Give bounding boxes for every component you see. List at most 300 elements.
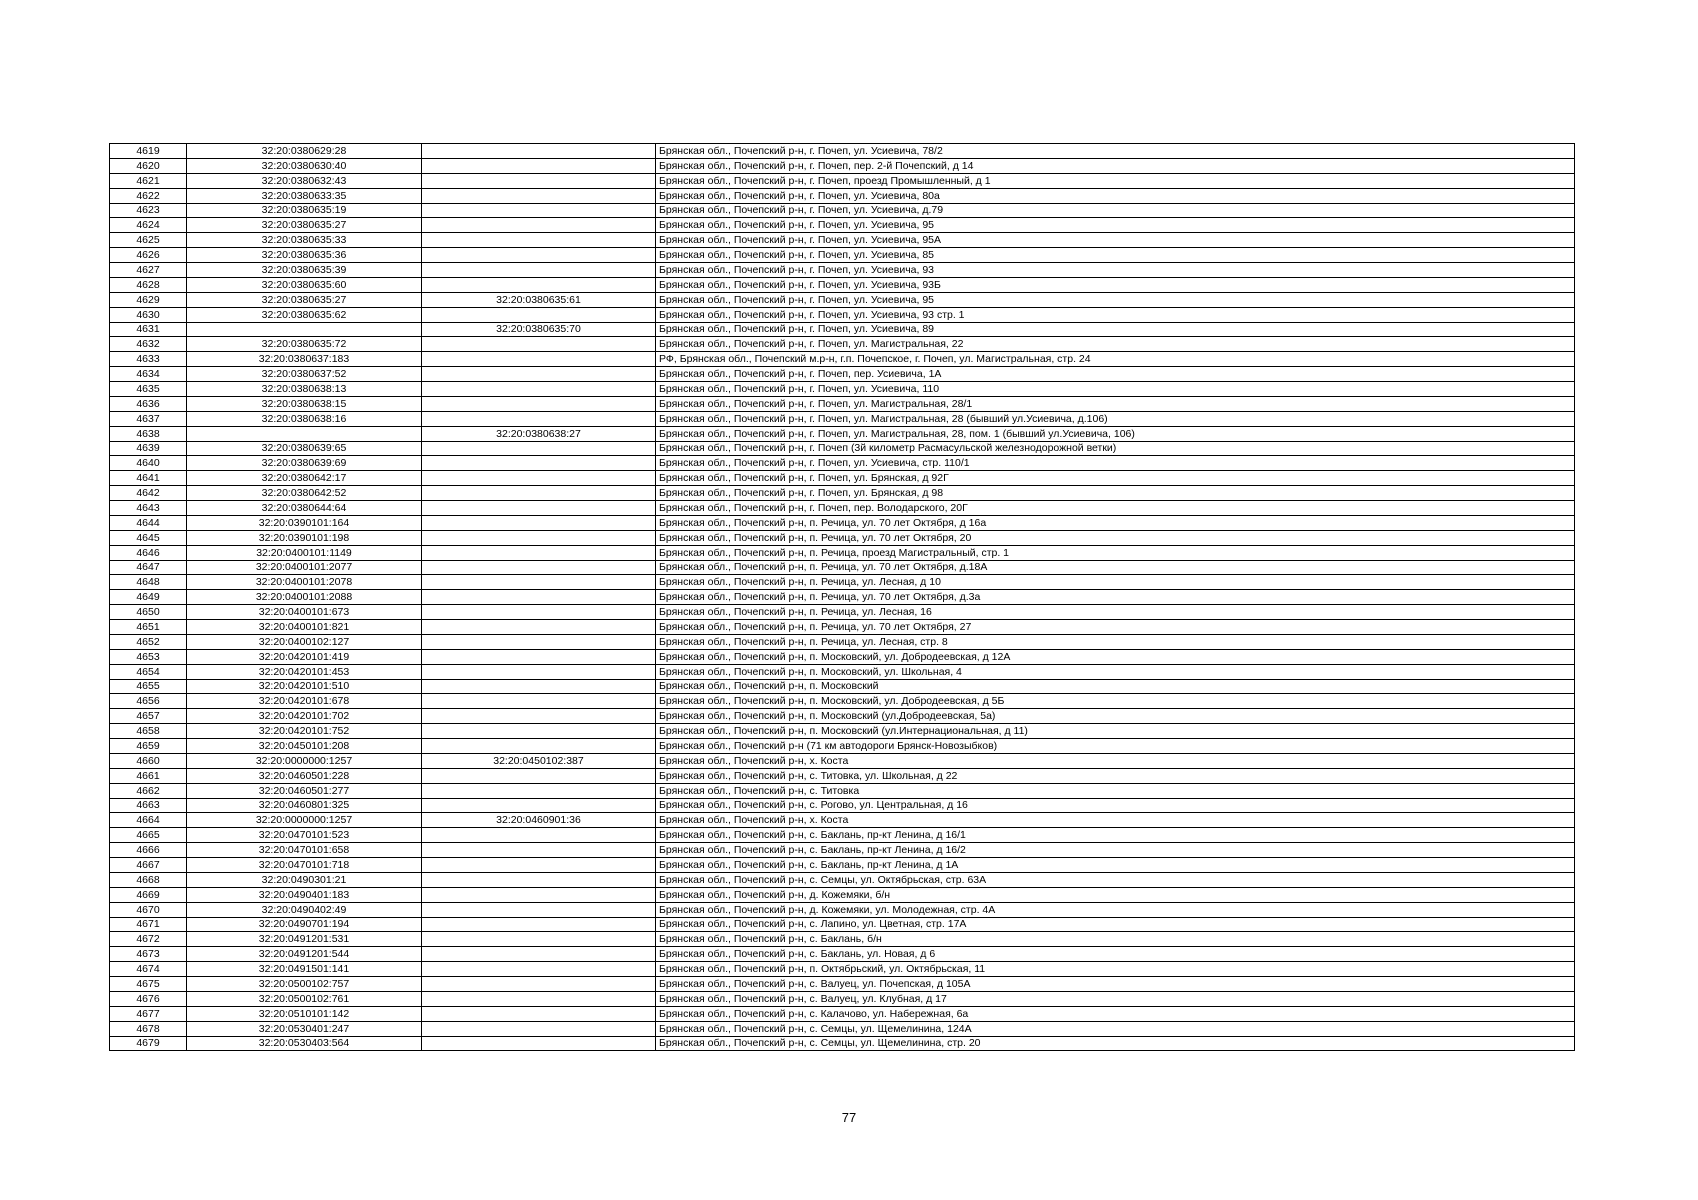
- table-row: [110, 768, 1575, 783]
- related-cadastral-number-cell: [422, 768, 656, 783]
- related-cadastral-number-cell: [422, 277, 656, 292]
- address-cell: Брянская обл., Почепский р-н, с. Баклань, б/н: [656, 932, 1575, 947]
- cadastral-number-cell: 32:20:0380635:62: [187, 307, 422, 322]
- related-cadastral-number-cell: [422, 501, 656, 516]
- row-number-cell: 4640: [110, 456, 187, 471]
- cadastral-number-cell: 32:20:0490401:183: [187, 887, 422, 902]
- table-row: [110, 991, 1575, 1006]
- related-cadastral-number-cell: 32:20:0460901:36: [422, 813, 656, 828]
- table-row: [110, 902, 1575, 917]
- row-number-cell: 4628: [110, 277, 187, 292]
- page-number: 77: [841, 1110, 857, 1125]
- address-cell: Брянская обл., Почепский р-н, с. Семцы, ул. Щемелинина, 124А: [656, 1021, 1575, 1036]
- row-number-cell: 4634: [110, 367, 187, 382]
- row-number-cell: 4665: [110, 828, 187, 843]
- cadastral-number-cell: [187, 322, 422, 337]
- cadastral-number-cell: 32:20:0380639:65: [187, 441, 422, 456]
- row-number-cell: 4668: [110, 872, 187, 887]
- related-cadastral-number-cell: [422, 158, 656, 173]
- row-number-cell: 4626: [110, 248, 187, 263]
- address-cell: Брянская обл., Почепский р-н, г. Почеп, ул. Усиевича, 78/2: [656, 144, 1575, 159]
- address-cell: Брянская обл., Почепский р-н, п. Московский: [656, 679, 1575, 694]
- related-cadastral-number-cell: [422, 411, 656, 426]
- row-number-cell: 4651: [110, 620, 187, 635]
- table-row: [110, 322, 1575, 337]
- related-cadastral-number-cell: [422, 605, 656, 620]
- cadastral-number-cell: 32:20:0380637:183: [187, 352, 422, 367]
- address-cell: Брянская обл., Почепский р-н, п. Речица, ул. 70 лет Октября, д.18А: [656, 560, 1575, 575]
- cadastral-number-cell: 32:20:0420101:510: [187, 679, 422, 694]
- address-cell: Брянская обл., Почепский р-н, г. Почеп, ул. Магистральная, 28, пом. 1 (бывший ул.Усиевича, 106): [656, 426, 1575, 441]
- table-row: [110, 426, 1575, 441]
- table-row: [110, 352, 1575, 367]
- cadastral-number-cell: 32:20:0400101:821: [187, 620, 422, 635]
- cadastral-number-cell: 32:20:0420101:678: [187, 694, 422, 709]
- cadastral-number-cell: 32:20:0490701:194: [187, 917, 422, 932]
- cadastral-number-cell: 32:20:0000000:1257: [187, 813, 422, 828]
- address-cell: Брянская обл., Почепский р-н, г. Почеп, ул. Усиевича, 93Б: [656, 277, 1575, 292]
- address-cell: Брянская обл., Почепский р-н, п. Речица, проезд Магистральный, стр. 1: [656, 545, 1575, 560]
- address-cell: Брянская обл., Почепский р-н, г. Почеп, ул. Брянская, д 98: [656, 486, 1575, 501]
- address-cell: Брянская обл., Почепский р-н, с. Калачово, ул. Набережная, 6а: [656, 1006, 1575, 1021]
- row-number-cell: 4635: [110, 382, 187, 397]
- table-row: [110, 962, 1575, 977]
- table-row: [110, 173, 1575, 188]
- address-cell: Брянская обл., Почепский р-н, г. Почеп, ул. Усиевича, 95: [656, 218, 1575, 233]
- table-row: [110, 471, 1575, 486]
- related-cadastral-number-cell: [422, 530, 656, 545]
- address-cell: Брянская обл., Почепский р-н, г. Почеп, ул. Магистральная, 22: [656, 337, 1575, 352]
- address-cell: РФ, Брянская обл., Почепский м.р-н, г.п. Почепское, г. Почеп, ул. Магистральная, стр. 24: [656, 352, 1575, 367]
- cadastral-number-cell: 32:20:0400101:2077: [187, 560, 422, 575]
- row-number-cell: 4677: [110, 1006, 187, 1021]
- related-cadastral-number-cell: [422, 144, 656, 159]
- table-row: [110, 292, 1575, 307]
- related-cadastral-number-cell: [422, 203, 656, 218]
- related-cadastral-number-cell: [422, 679, 656, 694]
- row-number-cell: 4649: [110, 590, 187, 605]
- address-cell: Брянская обл., Почепский р-н, п. Московский, ул. Школьная, 4: [656, 664, 1575, 679]
- table-row: [110, 917, 1575, 932]
- cadastral-number-cell: 32:20:0380635:39: [187, 263, 422, 278]
- address-cell: Брянская обл., Почепский р-н, х. Коста: [656, 753, 1575, 768]
- cadastral-number-cell: 32:20:0460801:325: [187, 798, 422, 813]
- table-row: [110, 560, 1575, 575]
- cadastral-table: [109, 143, 1575, 1051]
- cadastral-number-cell: 32:20:0420101:752: [187, 724, 422, 739]
- related-cadastral-number-cell: [422, 188, 656, 203]
- row-number-cell: 4632: [110, 337, 187, 352]
- related-cadastral-number-cell: [422, 486, 656, 501]
- row-number-cell: 4659: [110, 739, 187, 754]
- cadastral-number-cell: 32:20:0490301:21: [187, 872, 422, 887]
- table-row: [110, 634, 1575, 649]
- table-row: [110, 411, 1575, 426]
- related-cadastral-number-cell: [422, 263, 656, 278]
- table-body: [110, 144, 1575, 1051]
- row-number-cell: 4621: [110, 173, 187, 188]
- row-number-cell: 4671: [110, 917, 187, 932]
- related-cadastral-number-cell: [422, 173, 656, 188]
- table-row: [110, 887, 1575, 902]
- table-row: [110, 203, 1575, 218]
- address-cell: Брянская обл., Почепский р-н, п. Московский (ул.Добродеевская, 5а): [656, 709, 1575, 724]
- cadastral-number-cell: 32:20:0420101:419: [187, 649, 422, 664]
- row-number-cell: 4638: [110, 426, 187, 441]
- cadastral-number-cell: 32:20:0380642:52: [187, 486, 422, 501]
- cadastral-number-cell: 32:20:0491501:141: [187, 962, 422, 977]
- table-row: [110, 605, 1575, 620]
- address-cell: Брянская обл., Почепский р-н, п. Московский, ул. Добродеевская, д 5Б: [656, 694, 1575, 709]
- cadastral-number-cell: 32:20:0380644:64: [187, 501, 422, 516]
- related-cadastral-number-cell: [422, 1006, 656, 1021]
- table-row: [110, 501, 1575, 516]
- address-cell: Брянская обл., Почепский р-н, с. Валуец, ул. Клубная, д 17: [656, 991, 1575, 1006]
- table-row: [110, 977, 1575, 992]
- table-row: [110, 813, 1575, 828]
- address-cell: Брянская обл., Почепский р-н, п. Московский (ул.Интернациональная, д 11): [656, 724, 1575, 739]
- address-cell: Брянская обл., Почепский р-н, с. Лапино, ул. Цветная, стр. 17А: [656, 917, 1575, 932]
- related-cadastral-number-cell: [422, 917, 656, 932]
- related-cadastral-number-cell: [422, 1036, 656, 1051]
- cadastral-number-cell: 32:20:0380630:40: [187, 158, 422, 173]
- cadastral-number-cell: 32:20:0420101:453: [187, 664, 422, 679]
- cadastral-number-cell: 32:20:0380638:13: [187, 382, 422, 397]
- cadastral-number-cell: 32:20:0400101:2088: [187, 590, 422, 605]
- related-cadastral-number-cell: [422, 307, 656, 322]
- cadastral-number-cell: [187, 426, 422, 441]
- related-cadastral-number-cell: [422, 724, 656, 739]
- cadastral-number-cell: 32:20:0380637:52: [187, 367, 422, 382]
- row-number-cell: 4666: [110, 843, 187, 858]
- address-cell: Брянская обл., Почепский р-н, г. Почеп, ул. Усиевича, 80а: [656, 188, 1575, 203]
- table-row: [110, 679, 1575, 694]
- table-row: [110, 649, 1575, 664]
- table-row: [110, 872, 1575, 887]
- row-number-cell: 4675: [110, 977, 187, 992]
- cadastral-number-cell: 32:20:0400101:2078: [187, 575, 422, 590]
- row-number-cell: 4620: [110, 158, 187, 173]
- cadastral-number-cell: 32:20:0491201:544: [187, 947, 422, 962]
- related-cadastral-number-cell: [422, 560, 656, 575]
- related-cadastral-number-cell: [422, 843, 656, 858]
- related-cadastral-number-cell: [422, 590, 656, 605]
- cadastral-number-cell: 32:20:0460501:228: [187, 768, 422, 783]
- row-number-cell: 4660: [110, 753, 187, 768]
- table-row: [110, 441, 1575, 456]
- table-row: [110, 932, 1575, 947]
- related-cadastral-number-cell: 32:20:0450102:387: [422, 753, 656, 768]
- row-number-cell: 4646: [110, 545, 187, 560]
- table-row: [110, 263, 1575, 278]
- related-cadastral-number-cell: [422, 962, 656, 977]
- cadastral-number-cell: 32:20:0380635:72: [187, 337, 422, 352]
- row-number-cell: 4663: [110, 798, 187, 813]
- address-cell: Брянская обл., Почепский р-н, с. Рогово, ул. Центральная, д 16: [656, 798, 1575, 813]
- related-cadastral-number-cell: [422, 872, 656, 887]
- row-number-cell: 4629: [110, 292, 187, 307]
- table-row: [110, 248, 1575, 263]
- related-cadastral-number-cell: [422, 828, 656, 843]
- related-cadastral-number-cell: [422, 441, 656, 456]
- related-cadastral-number-cell: [422, 396, 656, 411]
- row-number-cell: 4631: [110, 322, 187, 337]
- cadastral-number-cell: 32:20:0380629:28: [187, 144, 422, 159]
- table-row: [110, 382, 1575, 397]
- address-cell: Брянская обл., Почепский р-н, п. Речица, ул. 70 лет Октября, д.3а: [656, 590, 1575, 605]
- row-number-cell: 4674: [110, 962, 187, 977]
- related-cadastral-number-cell: [422, 456, 656, 471]
- row-number-cell: 4656: [110, 694, 187, 709]
- related-cadastral-number-cell: [422, 352, 656, 367]
- row-number-cell: 4633: [110, 352, 187, 367]
- row-number-cell: 4623: [110, 203, 187, 218]
- address-cell: Брянская обл., Почепский р-н, с. Семцы, ул. Щемелинина, стр. 20: [656, 1036, 1575, 1051]
- cadastral-number-cell: 32:20:0491201:531: [187, 932, 422, 947]
- row-number-cell: 4624: [110, 218, 187, 233]
- row-number-cell: 4636: [110, 396, 187, 411]
- related-cadastral-number-cell: [422, 337, 656, 352]
- address-cell: Брянская обл., Почепский р-н, г. Почеп, ул. Усиевича, 85: [656, 248, 1575, 263]
- related-cadastral-number-cell: [422, 902, 656, 917]
- table-row: [110, 1036, 1575, 1051]
- row-number-cell: 4672: [110, 932, 187, 947]
- address-cell: Брянская обл., Почепский р-н, х. Коста: [656, 813, 1575, 828]
- related-cadastral-number-cell: [422, 367, 656, 382]
- table-row: [110, 739, 1575, 754]
- address-cell: Брянская обл., Почепский р-н, с. Валуец, ул. Почепская, д 105А: [656, 977, 1575, 992]
- table-row: [110, 575, 1575, 590]
- row-number-cell: 4652: [110, 634, 187, 649]
- address-cell: Брянская обл., Почепский р-н, г. Почеп, ул. Усиевича, 89: [656, 322, 1575, 337]
- table-row: [110, 307, 1575, 322]
- address-cell: Брянская обл., Почепский р-н, п. Речица, ул. Лесная, стр. 8: [656, 634, 1575, 649]
- address-cell: Брянская обл., Почепский р-н, д. Кожемяки, б/н: [656, 887, 1575, 902]
- row-number-cell: 4673: [110, 947, 187, 962]
- address-cell: Брянская обл., Почепский р-н, с. Титовка, ул. Школьная, д 22: [656, 768, 1575, 783]
- cadastral-number-cell: 32:20:0380635:27: [187, 218, 422, 233]
- related-cadastral-number-cell: [422, 218, 656, 233]
- address-cell: Брянская обл., Почепский р-н, п. Речица, ул. 70 лет Октября, 27: [656, 620, 1575, 635]
- table-row: [110, 1006, 1575, 1021]
- table-row: [110, 188, 1575, 203]
- cadastral-number-cell: 32:20:0470101:523: [187, 828, 422, 843]
- related-cadastral-number-cell: [422, 649, 656, 664]
- related-cadastral-number-cell: [422, 977, 656, 992]
- related-cadastral-number-cell: [422, 783, 656, 798]
- table-row: [110, 515, 1575, 530]
- row-number-cell: 4664: [110, 813, 187, 828]
- row-number-cell: 4625: [110, 233, 187, 248]
- table-row: [110, 724, 1575, 739]
- row-number-cell: 4679: [110, 1036, 187, 1051]
- row-number-cell: 4676: [110, 991, 187, 1006]
- related-cadastral-number-cell: [422, 620, 656, 635]
- row-number-cell: 4657: [110, 709, 187, 724]
- related-cadastral-number-cell: [422, 248, 656, 263]
- address-cell: Брянская обл., Почепский р-н, п. Речица, ул. Лесная, д 10: [656, 575, 1575, 590]
- address-cell: Брянская обл., Почепский р-н, с. Баклань, пр-кт Ленина, д 16/2: [656, 843, 1575, 858]
- row-number-cell: 4622: [110, 188, 187, 203]
- cadastral-number-cell: 32:20:0380633:35: [187, 188, 422, 203]
- address-cell: Брянская обл., Почепский р-н, г. Почеп (3й километр Расмасульской железнодорожной ветки): [656, 441, 1575, 456]
- cadastral-number-cell: 32:20:0470101:718: [187, 858, 422, 873]
- address-cell: Брянская обл., Почепский р-н, г. Почеп, ул. Усиевича, д.79: [656, 203, 1575, 218]
- cadastral-number-cell: 32:20:0380635:19: [187, 203, 422, 218]
- address-cell: Брянская обл., Почепский р-н, п. Речица, ул. Лесная, 16: [656, 605, 1575, 620]
- cadastral-number-cell: 32:20:0000000:1257: [187, 753, 422, 768]
- cadastral-number-cell: 32:20:0380638:15: [187, 396, 422, 411]
- row-number-cell: 4644: [110, 515, 187, 530]
- row-number-cell: 4643: [110, 501, 187, 516]
- cadastral-number-cell: 32:20:0450101:208: [187, 739, 422, 754]
- related-cadastral-number-cell: [422, 798, 656, 813]
- row-number-cell: 4678: [110, 1021, 187, 1036]
- address-cell: Брянская обл., Почепский р-н, г. Почеп, ул. Усиевича, стр. 110/1: [656, 456, 1575, 471]
- address-cell: Брянская обл., Почепский р-н (71 км автодороги Брянск-Новозыбков): [656, 739, 1575, 754]
- table-row: [110, 664, 1575, 679]
- row-number-cell: 4661: [110, 768, 187, 783]
- row-number-cell: 4670: [110, 902, 187, 917]
- address-cell: Брянская обл., Почепский р-н, г. Почеп, проезд Промышленный, д 1: [656, 173, 1575, 188]
- table-row: [110, 843, 1575, 858]
- cadastral-number-cell: 32:20:0400102:127: [187, 634, 422, 649]
- related-cadastral-number-cell: [422, 382, 656, 397]
- address-cell: Брянская обл., Почепский р-н, с. Семцы, ул. Октябрьская, стр. 63А: [656, 872, 1575, 887]
- address-cell: Брянская обл., Почепский р-н, г. Почеп, ул. Усиевича, 110: [656, 382, 1575, 397]
- table-row: [110, 783, 1575, 798]
- table-row: [110, 144, 1575, 159]
- row-number-cell: 4637: [110, 411, 187, 426]
- table-row: [110, 486, 1575, 501]
- row-number-cell: 4627: [110, 263, 187, 278]
- cadastral-number-cell: 32:20:0530403:564: [187, 1036, 422, 1051]
- related-cadastral-number-cell: [422, 664, 656, 679]
- address-cell: Брянская обл., Почепский р-н, г. Почеп, пер. 2-й Почепский, д 14: [656, 158, 1575, 173]
- table-row: [110, 367, 1575, 382]
- row-number-cell: 4619: [110, 144, 187, 159]
- row-number-cell: 4662: [110, 783, 187, 798]
- cadastral-number-cell: 32:20:0380635:27: [187, 292, 422, 307]
- related-cadastral-number-cell: [422, 739, 656, 754]
- related-cadastral-number-cell: 32:20:0380638:27: [422, 426, 656, 441]
- address-cell: Брянская обл., Почепский р-н, г. Почеп, ул. Усиевича, 95: [656, 292, 1575, 307]
- cadastral-number-cell: 32:20:0470101:658: [187, 843, 422, 858]
- cadastral-number-cell: 32:20:0380638:16: [187, 411, 422, 426]
- related-cadastral-number-cell: [422, 694, 656, 709]
- cadastral-number-cell: 32:20:0420101:702: [187, 709, 422, 724]
- cadastral-number-cell: 32:20:0510101:142: [187, 1006, 422, 1021]
- address-cell: Брянская обл., Почепский р-н, с. Баклань, пр-кт Ленина, д 1А: [656, 858, 1575, 873]
- table-row: [110, 218, 1575, 233]
- address-cell: Брянская обл., Почепский р-н, г. Почеп, ул. Брянская, д 92Г: [656, 471, 1575, 486]
- cadastral-number-cell: 32:20:0390101:198: [187, 530, 422, 545]
- related-cadastral-number-cell: [422, 471, 656, 486]
- cadastral-number-cell: 32:20:0380635:33: [187, 233, 422, 248]
- related-cadastral-number-cell: [422, 947, 656, 962]
- related-cadastral-number-cell: [422, 233, 656, 248]
- cadastral-number-cell: 32:20:0380632:43: [187, 173, 422, 188]
- related-cadastral-number-cell: [422, 858, 656, 873]
- related-cadastral-number-cell: [422, 1021, 656, 1036]
- address-cell: Брянская обл., Почепский р-н, п. Речица, ул. 70 лет Октября, д 16а: [656, 515, 1575, 530]
- address-cell: Брянская обл., Почепский р-н, г. Почеп, ул. Усиевича, 95А: [656, 233, 1575, 248]
- address-cell: Брянская обл., Почепский р-н, г. Почеп, ул. Усиевича, 93: [656, 263, 1575, 278]
- address-cell: Брянская обл., Почепский р-н, г. Почеп, ул. Усиевича, 93 стр. 1: [656, 307, 1575, 322]
- cadastral-number-cell: 32:20:0380635:60: [187, 277, 422, 292]
- row-number-cell: 4658: [110, 724, 187, 739]
- cadastral-number-cell: 32:20:0460501:277: [187, 783, 422, 798]
- row-number-cell: 4642: [110, 486, 187, 501]
- address-cell: Брянская обл., Почепский р-н, п. Речица, ул. 70 лет Октября, 20: [656, 530, 1575, 545]
- related-cadastral-number-cell: [422, 991, 656, 1006]
- table-row: [110, 456, 1575, 471]
- address-cell: Брянская обл., Почепский р-н, г. Почеп, ул. Магистральная, 28/1: [656, 396, 1575, 411]
- related-cadastral-number-cell: [422, 515, 656, 530]
- table-row: [110, 545, 1575, 560]
- address-cell: Брянская обл., Почепский р-н, с. Баклань, ул. Новая, д 6: [656, 947, 1575, 962]
- row-number-cell: 4641: [110, 471, 187, 486]
- address-cell: Брянская обл., Почепский р-н, с. Баклань, пр-кт Ленина, д 16/1: [656, 828, 1575, 843]
- table-row: [110, 828, 1575, 843]
- related-cadastral-number-cell: 32:20:0380635:70: [422, 322, 656, 337]
- cadastral-number-cell: 32:20:0390101:164: [187, 515, 422, 530]
- related-cadastral-number-cell: [422, 887, 656, 902]
- related-cadastral-number-cell: [422, 932, 656, 947]
- row-number-cell: 4647: [110, 560, 187, 575]
- address-cell: Брянская обл., Почепский р-н, д. Кожемяки, ул. Молодежная, стр. 4А: [656, 902, 1575, 917]
- row-number-cell: 4655: [110, 679, 187, 694]
- table-row: [110, 709, 1575, 724]
- table-row: [110, 337, 1575, 352]
- address-cell: Брянская обл., Почепский р-н, г. Почеп, пер. Володарского, 20Г: [656, 501, 1575, 516]
- cadastral-number-cell: 32:20:0400101:673: [187, 605, 422, 620]
- cadastral-number-cell: 32:20:0380639:69: [187, 456, 422, 471]
- address-cell: Брянская обл., Почепский р-н, п. Московский, ул. Добродеевская, д 12А: [656, 649, 1575, 664]
- table-row: [110, 753, 1575, 768]
- related-cadastral-number-cell: [422, 545, 656, 560]
- row-number-cell: 4669: [110, 887, 187, 902]
- cadastral-number-cell: 32:20:0400101:1149: [187, 545, 422, 560]
- cadastral-number-cell: 32:20:0380635:36: [187, 248, 422, 263]
- table-row: [110, 858, 1575, 873]
- address-cell: Брянская обл., Почепский р-н, г. Почеп, ул. Магистральная, 28 (бывший ул.Усиевича, д.106): [656, 411, 1575, 426]
- cadastral-number-cell: 32:20:0500102:757: [187, 977, 422, 992]
- related-cadastral-number-cell: [422, 634, 656, 649]
- table-row: [110, 798, 1575, 813]
- cadastral-number-cell: 32:20:0500102:761: [187, 991, 422, 1006]
- address-cell: Брянская обл., Почепский р-н, г. Почеп, пер. Усиевича, 1А: [656, 367, 1575, 382]
- related-cadastral-number-cell: [422, 575, 656, 590]
- table-row: [110, 277, 1575, 292]
- related-cadastral-number-cell: 32:20:0380635:61: [422, 292, 656, 307]
- row-number-cell: 4654: [110, 664, 187, 679]
- row-number-cell: 4630: [110, 307, 187, 322]
- table-row: [110, 1021, 1575, 1036]
- table-row: [110, 590, 1575, 605]
- table-row: [110, 620, 1575, 635]
- row-number-cell: 4650: [110, 605, 187, 620]
- table-row: [110, 947, 1575, 962]
- address-cell: Брянская обл., Почепский р-н, п. Октябрьский, ул. Октябрьская, 11: [656, 962, 1575, 977]
- table-row: [110, 158, 1575, 173]
- table-row: [110, 694, 1575, 709]
- table-row: [110, 530, 1575, 545]
- address-cell: Брянская обл., Почепский р-н, с. Титовка: [656, 783, 1575, 798]
- cadastral-number-cell: 32:20:0490402:49: [187, 902, 422, 917]
- row-number-cell: 4667: [110, 858, 187, 873]
- cadastral-number-cell: 32:20:0380642:17: [187, 471, 422, 486]
